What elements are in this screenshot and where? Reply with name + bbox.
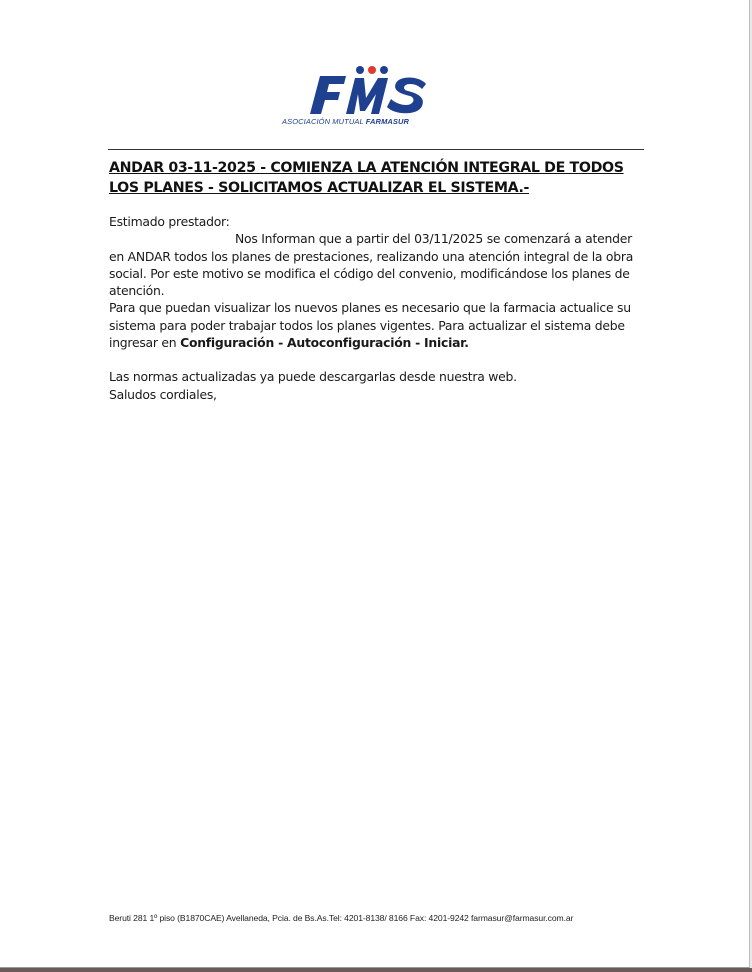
fms-logo-mark (302, 64, 432, 116)
greeting: Estimado prestador: (109, 214, 230, 229)
farmasur-logo (282, 64, 454, 130)
page-bottom-edge (0, 968, 752, 972)
page-title: ANDAR 03-11-2025 - COMIENZA LA ATENCIÓN INTEGRAL DE TODOS LOS PLANES - SOLICITAMOS ACTUALIZAR EL SISTEMA.- (109, 160, 624, 196)
closing: Saludos cordiales, (109, 386, 217, 402)
logo-caption: ASOCIACIÓN MUTUAL FARMASUR (282, 117, 410, 126)
letter-body (109, 213, 644, 403)
paragraph-announcement: Nos Informan que a partir del 03/11/2025 se comenzará a atender en ANDAR todos los planes de prestaciones, realizando una atención integral de la obra social. Por este motivo se modifica el código del convenio, modificándose los planes de atención. (109, 231, 634, 299)
footer-contact: Beruti 281 1º piso (B1870CAE) Avellaneda, Pcia. de Bs.As.Tel: 4201-8138/ 8166 Fax: 4201-9242 farmasur@farmasur.com.ar (109, 913, 574, 923)
header-divider (108, 149, 644, 150)
menu-path: Configuración - Autoconfiguración - Iniciar. (180, 335, 469, 351)
paragraph-normas: Las normas actualizadas ya puede descargarlas desde nuestra web. (109, 369, 517, 385)
paragraph-instructions: Para que puedan visualizar los nuevos planes es necesario que la farmacia actualice su sistema para poder trabajar todos los planes vigentes. Para actualizar el sistema debe ingresar en Configuración - Autoconfiguración - Iniciar. (109, 300, 631, 351)
